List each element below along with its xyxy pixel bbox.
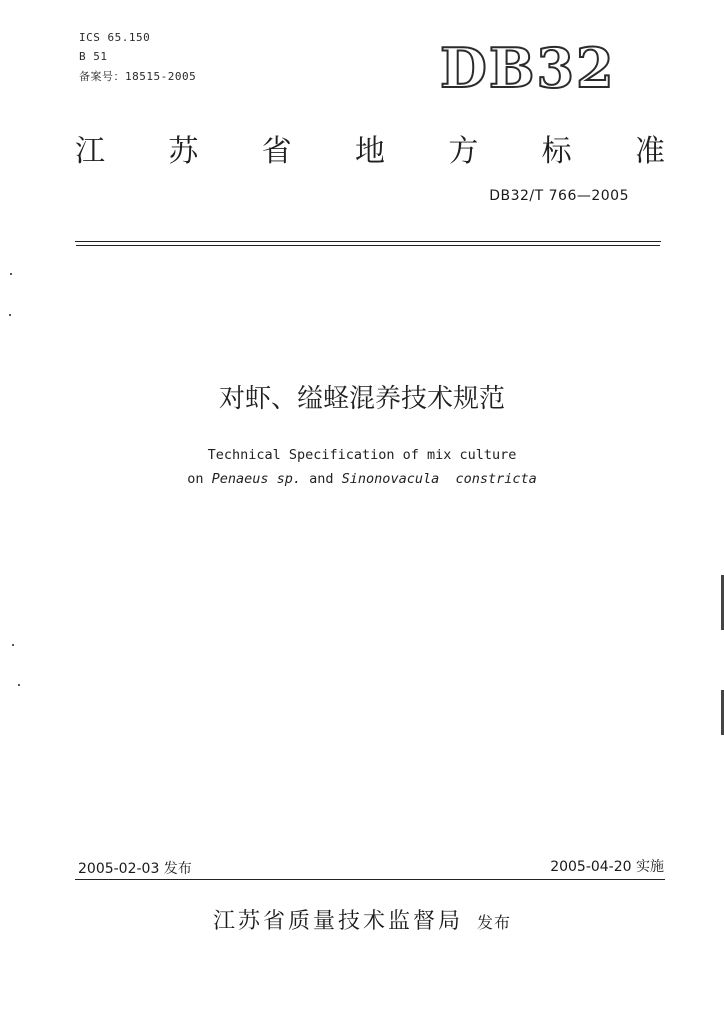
scan-speck <box>9 314 11 316</box>
document-title-cn: 对虾、缢蛏混养技术规范 <box>218 384 505 414</box>
ics-code: ICS 65.150 <box>79 31 151 44</box>
standard-type-char: 地 <box>354 134 385 169</box>
issuer-suffix: 发布 <box>477 913 512 932</box>
ccs-code: B 51 <box>79 50 108 63</box>
standard-type-char: 标 <box>541 134 572 169</box>
standard-number: DB32/T 766—2005 <box>489 188 629 204</box>
standard-type-heading <box>75 126 665 170</box>
title-en-line1: Technical Specification of mix culture <box>207 447 517 463</box>
header-divider <box>75 241 661 242</box>
standard-type-char: 准 <box>634 134 665 169</box>
issuer-line <box>0 904 724 935</box>
implement-date: 2005-04-20 实施 <box>550 859 664 875</box>
standard-type-char: 江 <box>75 134 105 169</box>
scan-speck <box>10 273 12 275</box>
species-sinonovacula: Sinonovacula constricta <box>341 471 537 487</box>
db32-logo: DB32 <box>440 36 616 100</box>
standard-type-char: 省 <box>261 134 292 169</box>
standard-type-char: 苏 <box>168 134 199 169</box>
scan-speck <box>12 644 14 646</box>
scan-speck <box>18 684 20 686</box>
title-en-line2 <box>0 467 724 491</box>
footer-divider <box>75 879 665 880</box>
record-number: 备案号：18515-2005 <box>79 70 197 83</box>
issue-date: 2005-02-03 发布 <box>78 861 192 877</box>
issuer-name: 江苏省质量技术监督局 <box>212 909 463 934</box>
title-en-and: and <box>301 471 342 487</box>
document-title-en <box>0 443 724 491</box>
title-en-prefix: on <box>187 471 212 487</box>
standard-type-char: 方 <box>448 134 479 169</box>
header-divider-second <box>76 245 660 246</box>
species-penaeus: Penaeus sp. <box>211 471 302 487</box>
